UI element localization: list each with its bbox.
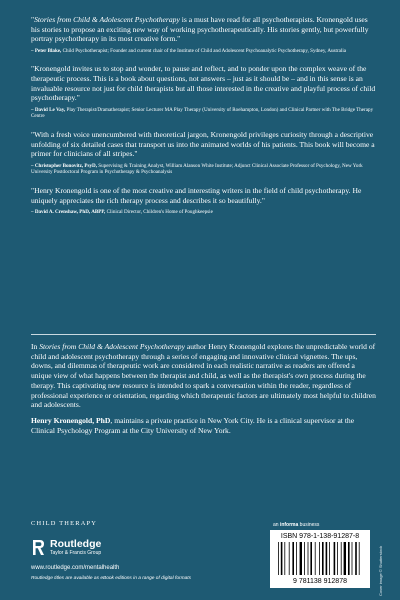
endorsement-3 — [31, 130, 376, 176]
ebook-note: Routledge titles are available as eBook editions in a range of digital formats — [31, 576, 191, 581]
endorser-affiliation: Play Therapist/Dramatherapist; Senior Lecturer MA Play Therapy (University of Roehampton, London) and Clinical Partner with The Bridge Therapy Centre — [31, 106, 374, 120]
barcode-bar — [308, 542, 309, 575]
barcode-bar — [337, 542, 338, 575]
endorsement-quote: "Henry Kronengold is one of the most creative and interesting writers in the field of child psychotherapy. He uniquely appreciates the rich therapy process and describes it so beautifully." — [31, 185, 362, 205]
endorsement-attribution — [31, 163, 376, 176]
barcode-bar — [284, 542, 285, 575]
barcode-bar — [296, 542, 297, 575]
cover-image-credit: Cover image © Shutterstock — [378, 545, 383, 596]
endorsement-quote: "Stories from Child & Adolescent Psychotherapy is a must have read for all psychotherapists. Kronengold uses his stories to propose an exciting new way of working psychotherapeutically. His stories gently, but powerfully portray psychotherapy in its most creative form." — [31, 15, 369, 44]
barcode-bar — [310, 542, 312, 575]
barcode-bar — [278, 542, 279, 575]
description-paragraph: In Stories from Child & Adolescent Psychotherapy author Henry Kronengold explores the unpredictable world of child and adolescent psychotherapy through a series of engaging and innovative clinical vignettes. The ups, downs, and dilemmas of therapeutic work are considered in each realistic narrative as readers are offered a unique view of what happens between the therapist and child, as well as the therapist's own process during the therapy. This captivating new resource is intended to spark a conversation within the reader, regardless of professional experience or orientation, regarding which therapeutic factors are ultimately most helpful to children and adolescents. — [31, 342, 376, 410]
subject-category: CHILD THERAPY — [31, 520, 98, 527]
endorser-name: – David Le Vay, — [31, 106, 66, 113]
barcode-bar — [334, 542, 336, 575]
barcode-bar — [352, 542, 353, 575]
book-title-italic: Stories from Child & Adolescent Psychotherapy — [39, 342, 185, 351]
informa-business-tag: an informa business — [273, 522, 320, 528]
endorsement-attribution — [31, 209, 376, 216]
endorsement-quote: "Kronengold invites us to stop and wonder, to pause and reflect, and to ponder upon the complex weave of the therapeutic process. This is a book about questions, not answers – just as it should be – and in this sense is an invaluable resource not just for child therapists but all those interested in the creative and playful process of child psychotherapy." — [31, 64, 376, 103]
endorsements — [31, 15, 376, 226]
barcode-bar — [359, 542, 360, 575]
routledge-logo-icon — [31, 539, 46, 556]
author-bio — [31, 416, 376, 435]
author-bio-text: , maintains a private practice in New York City. He is a clinical supervisor at the Clinical Psychology Program at the City University of New York. — [31, 415, 355, 435]
barcode-bar — [289, 542, 290, 575]
endorsement-1 — [31, 15, 376, 54]
barcode-bar — [348, 542, 350, 575]
barcode-bar — [344, 542, 346, 575]
publisher-url[interactable]: www.routledge.com/mentalhealth — [31, 565, 120, 571]
section-divider — [31, 334, 376, 335]
isbn-label: ISBN 978-1-138-91287-8 — [280, 533, 360, 540]
barcode-bar — [315, 542, 316, 575]
publisher-name: Routledge — [50, 538, 102, 550]
barcode-bar — [292, 542, 294, 575]
barcode-bar — [341, 542, 342, 575]
barcode-bar — [329, 542, 330, 575]
barcode-panel — [270, 530, 370, 588]
barcode-bar — [304, 542, 305, 575]
endorser-affiliation: Clinical Director, Children's Home of Poughkeepsie — [105, 209, 213, 216]
publisher-logo — [31, 539, 101, 556]
barcode-bar — [355, 542, 357, 575]
author-name: Henry Kronengold, PhD — [31, 415, 111, 425]
barcode-bar — [319, 542, 320, 575]
endorsement-attribution — [31, 107, 376, 120]
endorser-name: – David A. Crenshaw, PhD, ABPP, — [31, 209, 106, 216]
barcode-bar — [326, 542, 328, 575]
barcode-bar — [322, 542, 324, 575]
publisher-group: Taylor & Francis Group — [50, 550, 102, 556]
barcode-bar — [300, 542, 302, 575]
endorsement-2 — [31, 64, 376, 120]
endorsement-4 — [31, 186, 376, 216]
endorser-name: – Christopher Bonovitz, PsyD, — [31, 162, 97, 169]
endorsement-quote: "With a fresh voice unencumbered with theoretical jargon, Kronengold privileges curiosity through a descriptive unfolding of six detailed cases that transport us into the animated worlds of his patients. This book will become a primer for clinicians of all stripes." — [31, 129, 375, 159]
barcode — [276, 542, 364, 585]
endorser-affiliation: Child Psychotherapist; Founder and current chair of the Institute of Child and Adolescent Psychoanalytic Psychotherapy, Sydney, Australia — [61, 47, 347, 54]
endorsement-attribution — [31, 48, 376, 55]
endorser-affiliation: Supervising & Training Analyst, William Alanson White Institute; Adjunct Clinical Associate Professor of Psychology, New York University Postdoctoral Program in Psychotherapy & Psychoanalysis — [31, 162, 363, 176]
book-description — [31, 342, 376, 441]
barcode-digits: 9 781138 912878 — [293, 578, 347, 585]
book-title-italic: Stories from Child & Adolescent Psychotherapy — [34, 15, 180, 24]
endorser-name: – Peter Blake, — [31, 47, 62, 54]
barcode-bar — [281, 542, 283, 575]
barcode-bars — [278, 542, 360, 575]
